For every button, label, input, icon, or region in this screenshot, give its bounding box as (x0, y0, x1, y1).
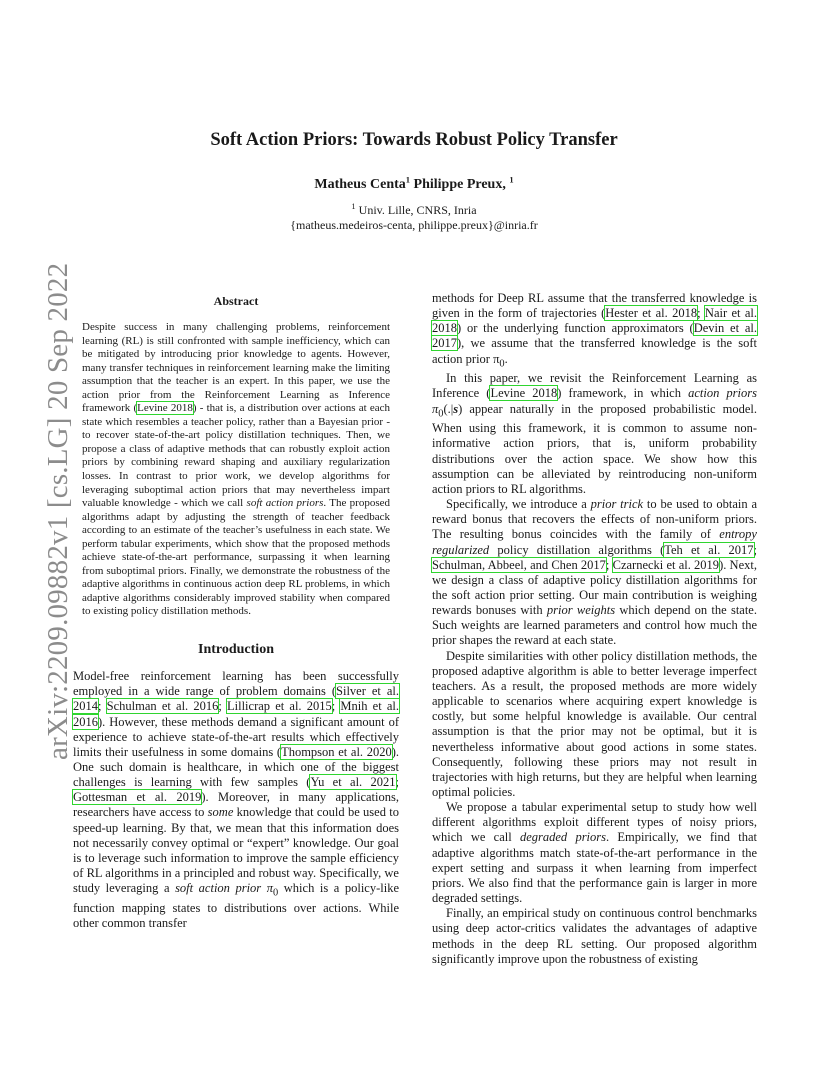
math-pi: π (432, 401, 439, 416)
text-run: ). One such domain is healthcare, in which one of the biggest challenges is learning with few samples ( (73, 744, 400, 790)
emphasis-text: degraded priors (519, 830, 607, 845)
affiliation-marker: 1 (405, 174, 411, 185)
text-run: knowledge that could be used to speed-up learning. By that, we mean that this information does not necessarily convey optimal or “expert” knowledge. Our goal is to leverage such information to improve the sample efficiency of RL algorithms in a principled and robust way. Specifically, we study leveraging a (73, 805, 399, 896)
text-run: We propose a tabular experimental setup to study how well different algorithms exploit different types of noisy priors, which we call (432, 800, 757, 845)
arxiv-identifier-text: arXiv:2209.09882v1 [cs.LG] 20 Sep 2022 (42, 262, 74, 760)
left-column (73, 293, 399, 931)
citation-link[interactable]: Levine 2018 (490, 386, 558, 401)
text-run: ) framework, in which (557, 386, 689, 401)
paper-title: Soft Action Priors: Towards Robust Policy Transfer (210, 130, 618, 150)
text-run: ) appear naturally in the proposed probabilistic model. When using this framework, it is common to assume non-informative action priors, that is, uniform probability distributions over the action space. We show how this assumption can be alleviated by reintroducing non-uniform action priors to RL algorithms. (432, 401, 757, 496)
math-subscript: 0 (438, 408, 444, 420)
text-run: ). However, these methods demand a significant amount of experience to achieve state-of-the-art results which effectively limits their usefulness in some domains ( (73, 714, 399, 759)
text-run: ), we assume that the transferred knowledge is the soft action prior π (432, 336, 757, 366)
body-paragraph: Finally, an empirical study on continuous control benchmarks using deep actor-critics validates the advantages of adaptive methods in the deep RL setting. Our proposed algorithm significantly improve upon the robustness of existing (432, 906, 757, 966)
affiliation-text: Univ. Lille, CNRS, Inria (355, 203, 477, 217)
citation-link[interactable]: Hester et al. 2018 (605, 306, 698, 321)
citation-link[interactable]: Schulman, Abbeel, and Chen 2017 (432, 557, 606, 572)
author-list (0, 174, 828, 193)
body-paragraph (432, 291, 757, 371)
text-run: methods for Deep RL assume that the transferred knowledge is given in the form of trajectories ( (432, 291, 757, 321)
introduction-paragraph (73, 669, 399, 931)
text-run: ). Next, we design a class of adaptive policy distillation algorithms for the soft action prior setting. Our main contribution is weighing rewards bonuses with (432, 557, 757, 618)
citation-link[interactable]: Gottesman et al. 2019 (73, 790, 202, 805)
text-run: ; (605, 557, 613, 572)
text-run: ; (697, 306, 705, 321)
citation-link[interactable]: Devin et al. 2017 (432, 321, 757, 351)
math-pi: π (261, 881, 274, 896)
citation-link[interactable]: Yu et al. 2021 (310, 775, 396, 790)
text-run: . The proposed algorithms adapt by adjusting the strength of teacher feedback according to an estimate of the teacher’s usefulness in each state. We perform tabular experiments, which show that the proposed methods achieve state-of-the-art performance, surpassing it when learning from suboptimal priors. Finally, we demonstrate the robustness of the adaptive algorithms in continuous action deep RL problems, in which adaptive algorithms considerably improved stability when compared to existing policy distillation methods. (82, 497, 390, 618)
text-run: ; (98, 699, 107, 714)
citation-link[interactable]: Schulman et al. 2016 (106, 699, 219, 714)
emphasis-text: action priors (688, 386, 757, 401)
text-run: which is a policy-like function mapping states to distributions over actions. While other common transfer (73, 881, 400, 931)
affiliation-line (0, 203, 828, 218)
citation-link[interactable]: Mnih et al. 2016 (73, 699, 399, 729)
text-run: (.| (443, 401, 454, 416)
body-paragraph (432, 497, 757, 649)
emphasis-text: prior weights (546, 603, 616, 618)
author-name: Philippe Preux, (413, 177, 510, 192)
emphasis-text: some (207, 805, 234, 820)
author-emails: {matheus.medeiros-centa, philippe.preux}@inria.fr (290, 218, 538, 232)
introduction-heading: Introduction (198, 642, 274, 658)
text-run: ) - that is, a distribution over actions at each state which resembles a teacher policy, rather than a Bayesian prior - to recover state-of-the-art policy distillation techniques. Then, we propose a class of adaptive methods that can robustly exploit action priors by combining reward shaping and auxiliary regularization losses. In contrast to prior work, we develop algorithms for leveraging suboptimal action priors that may nevertheless impart valuable knowledge - which we call (82, 402, 390, 510)
citation-link[interactable]: Silver et al. 2014 (73, 684, 399, 714)
text-run: Specifically, we introduce a (446, 497, 591, 512)
affiliation-marker: 1 (509, 174, 514, 185)
citation-link[interactable]: Czarnecki et al. 2019 (612, 557, 720, 572)
citation-link[interactable]: Levine 2018 (137, 402, 193, 415)
citation-link[interactable]: Teh et al. 2017 (664, 542, 754, 557)
text-run: policy distillation algorithms ( (489, 542, 665, 557)
affiliation (0, 203, 828, 233)
author-name: Matheus Centa (314, 177, 406, 192)
body-paragraph (432, 371, 757, 497)
abstract-text (73, 321, 399, 619)
right-column (432, 291, 757, 967)
text-run: ). Moreover, in many applications, researchers have access to (73, 790, 399, 820)
emphasis-text: prior trick (590, 497, 644, 512)
text-run: . Empirically, we find that adaptive algorithms match state-of-the-art performance in the expert setting and surpass it when learning from imperfect priors. We also find that the performance gain is larger in more degraded settings. (432, 830, 757, 906)
citation-link[interactable]: Nair et al. 2018 (432, 306, 757, 336)
text-run: . (504, 351, 508, 366)
text-run: Despite success in many challenging problems, reinforcement learning (RL) is still confronted with sample inefficiency, which can be mitigated by introducing prior knowledge to agents. However, many transfer techniques in reinforcement learning make the limiting assumption that the teacher is an expert. In this paper, we use the action prior from the Reinforcement Learning as Inference framework ( (82, 321, 390, 415)
emphasis-text: entropy regularized (432, 527, 757, 557)
text-run: to be used to obtain a reward bonus that recovers the effects of non-uniform priors. The resulting bonus coincides with the family of (432, 497, 758, 542)
body-paragraph: Despite similarities with other policy distillation methods, the proposed adaptive algorithm is able to better leverage imperfect teachers. As a result, the proposed methods are more widely applicable to scenarios where acquiring expert knowledge is costly, but some helpful knowledge is available. Our central assumption is that the prior may not be optimal, but it is nevertheless informative about good actions in some states. Consequently, following these priors may not result in trajectories with high returns, but they are helpful when learning optimal policies. (432, 648, 757, 799)
text-run: Model-free reinforcement learning has been successfully employed in a wide range of problem domains ( (73, 669, 399, 699)
arxiv-side-identifier (22, 262, 74, 760)
citation-link[interactable]: Thompson et al. 2020 (281, 744, 392, 759)
text-run: which depend on the state. Such weights are learned parameters and control how much the prior shapes the reward at each state. (432, 603, 757, 648)
citation-link[interactable]: Lillicrap et al. 2015 (227, 699, 332, 714)
text-run: ; (753, 542, 757, 557)
text-run: ) or the underlying function approximators ( (457, 321, 694, 336)
body-paragraph (432, 800, 757, 906)
text-run: ; (331, 699, 341, 714)
abstract-heading: Abstract (213, 294, 259, 308)
affiliation-marker: 1 (351, 201, 356, 211)
math-state: s (453, 401, 459, 416)
text-run: ; (395, 775, 399, 790)
emphasis-text: soft action prior (175, 881, 262, 896)
math-subscript: 0 (499, 358, 505, 370)
text-run: In this paper, we revisit the Reinforcement Learning as Inference ( (432, 371, 757, 401)
text-run: ; (218, 699, 227, 714)
math-subscript: 0 (273, 887, 279, 899)
emphasis-text: soft action priors (246, 497, 324, 510)
